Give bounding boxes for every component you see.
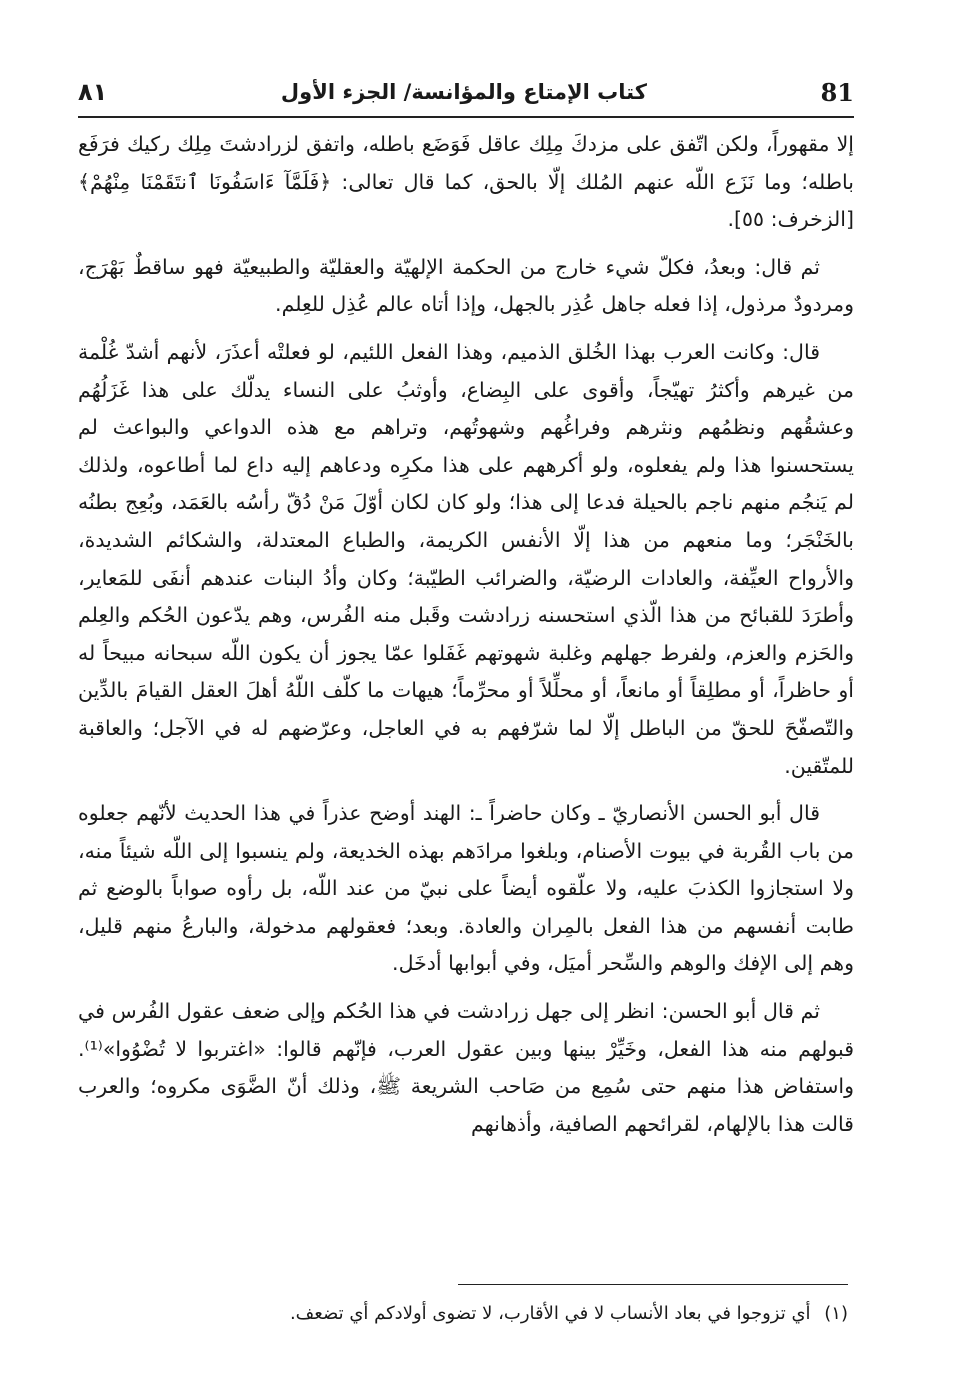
paragraph: ثم قال أبو الحسن: انظر إلى جهل زرادشت في هذا الحُكم وإلى ضعف عقول الفُرس في قبولهم منه هذا الفعل، وخَيِّرْ بينها وبين عقول العرب، فإنّهم قالوا: «اغتربوا لا تُضْوُوا»⁽¹⁾. واستفاض هذا منهم حتى سُمِع من صَاحب الشريعة ﷺ، وذلك أنّ الضَّوَى مكروه؛ والعرب قالت هذا بالإلهام، لقرائحهم الصافية، وأذهانهم bbox=[78, 999, 854, 1136]
running-title: كتاب الإمتاع والمؤانسة/ الجزء الأول bbox=[280, 80, 647, 104]
body-text bbox=[78, 126, 854, 1153]
footnote-text: أي تزوجوا في بعاد الأنساب لا في الأقارب، لا تضوى أولادكم أي تضعف. bbox=[289, 1303, 811, 1324]
paragraph: إلا مقهوراً، ولكن اتّفق على مزدكَ مِلِك عاقل فَوَضَع باطله، واتفق لزرادشتَ مِلِك ركيك فرَفَع باطله؛ وما نَزَع اللّه عنهم المُلك إلّا بالحق، كما قال تعالى: ﴿فَلَمَّآ ءَاسَفُونَا ٱنتَقَمْنَا مِنْهُمْ﴾ [الزخرف: ٥٥]. bbox=[78, 132, 854, 232]
page-header bbox=[78, 72, 854, 112]
page-number-latin: 81 bbox=[820, 77, 854, 107]
footnote-marker: (١) bbox=[824, 1303, 848, 1324]
footnote bbox=[78, 1300, 848, 1328]
paragraph: قال أبو الحسن الأنصاريّ ـ وكان حاضراً ـ: الهند أوضح عذراً في هذا الحديث لأنّهم جعلوه من باب القُربة في بيوت الأصنام، وبلغوا مرادَهم بهذه الخديعة، ولم ينسبوا إلى اللّه شيئاً منه، ولا استجازوا الكذبَ عليه، ولا علّقوه أيضاً على نبيّ من عند اللّه، بل رأوه صواباً بالوضع ثم طابت أنفسهم من هذا الفعل بالمِران والعادة. وبعد؛ فعقولهم مدخولة، والبارعُ منهم قليل، وهم إلى الإفك والوهم والسِّحر أميَل، وفي أبوابها أدخَل. bbox=[78, 801, 854, 976]
header-divider bbox=[78, 116, 854, 118]
page-number-arabic: ٨١ bbox=[78, 78, 108, 106]
paragraph: قال: وكانت العرب بهذا الخُلق الذميم، وهذا الفعل اللئيم، لو فعلتْه أعذَرَ، لأنهم أشدّ غُلْمة من غيرهم وأكثرُ تهيّجاً، وأقوى على البِضاع، وأوثبُ على النساء يدلّك على هذا غَزَلُهُم وعشقُهم ونظمُهم ونثرهم وفراغُهم وشهوتُهم، وتراهم مع هذه الدواعي والبواعث لم يستحسنوا هذا ولم يفعلوه، ولو أكرههم على هذا مكرِه ودعاهم إليه داع لما أطاعوه، ولذلك لم يَنجُم منهم ناجم بالحيلة فدعا إلى هذا؛ ولو كان لكان أوّلَ مَنْ دُقّ رأسُه بالعَمَد، وبُعِج بطنُه بالخَنْجَر؛ وما منعهم من هذا إلّا الأنفس الكريمة، والطباع المعتدلة، والشكائم الشديدة، والأرواح العيِّفة، والعادات الرضيّة، والضرائب الطيّبة؛ وكان وأدُ البنات عندهم أنفَى للمَعاير، وأطرَدَ للقبائح من هذا الّذي استحسنه زرادشت وقَبل منه الفُرس، وهم يدّعون الحُكم والعِلم والحَزم والعزم، ولفرط جهلهم وغلبة شهوتهم غَفَلوا عمّا يجوز أن يكون اللّه سبحانه مبيحاً له أو حاظراً، أو مطلِقاً أو مانعاً، أو محلِّلاً أو محرِّماً؛ هيهات ما كلّف اللّهُ أهلَ العقل القيامَ بالدِّين والتّصفّحَ للحقّ من الباطل إلّا لما شرّفهم به في العاجل، وعرّضهم له في الآجل؛ والعاقبة للمتّقين. bbox=[78, 339, 854, 778]
paragraph: ثم قال: وبعدُ، فكلّ شيء خارج من الحكمة الإلهيّة والعقليّة والطبيعيّة فهو ساقطٌ بَهْرَج، ومردودٌ مرذول، إذا فعله جاهل عُذِر بالجهل، وإذا أتاه عالم عُذِل للعِلم. bbox=[78, 254, 854, 317]
footnote-divider bbox=[458, 1284, 848, 1285]
